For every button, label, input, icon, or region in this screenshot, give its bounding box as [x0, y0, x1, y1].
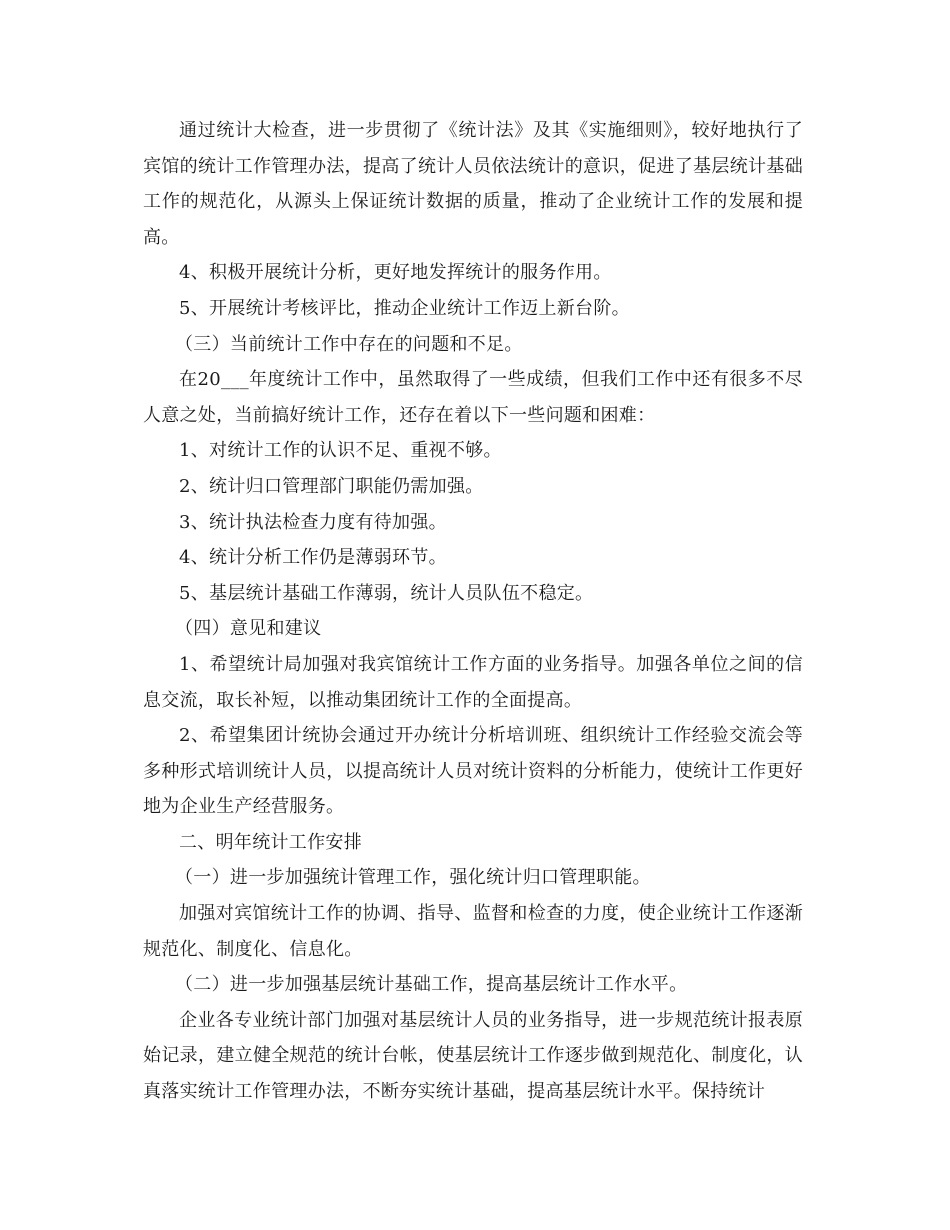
paragraph-problem-3: 3、统计执法检查力度有待加强。: [179, 511, 447, 533]
paragraph-plan-1-detail: 加强对宾馆统计工作的协调、指导、监督和检查的力度，使企业统计工作逐渐规范化、制度化、信息化。: [143, 903, 803, 960]
paragraph-problems-intro: 在20___年度统计工作中，虽然取得了一些成绩，但我们工作中还有很多不尽人意之处，当前搞好统计工作，还存在着以下一些问题和困难：: [143, 369, 803, 426]
paragraph-item-5-evaluation: 5、开展统计考核评比，推动企业统计工作迈上新台阶。: [179, 297, 630, 319]
paragraph-problem-2: 2、统计归口管理部门职能仍需加强。: [179, 475, 484, 497]
section-heading-next-year-plan: 二、明年统计工作安排: [179, 831, 362, 853]
section-heading-problems: （三）当前统计工作中存在的问题和不足。: [175, 333, 523, 355]
paragraph-suggestion-2: 2、希望集团计统协会通过开办统计分析培训班、组织统计工作经验交流会等多种形式培训统计人员，以提高统计人员对统计资料的分析能力，使统计工作更好地为企业生产经营服务。: [143, 725, 803, 818]
subsection-heading-plan-2: （二）进一步加强基层统计基础工作，提高基层统计工作水平。: [175, 974, 688, 996]
paragraph-inspection-results: 通过统计大检查，进一步贯彻了《统计法》及其《实施细则》，较好地执行了宾馆的统计工作管理办法，提高了统计人员依法统计的意识，促进了基层统计基础工作的规范化，从源头上保证统计数据的质量，推动了企业统计工作的发展和提高。: [143, 120, 803, 248]
paragraph-problem-5: 5、基层统计基础工作薄弱，统计人员队伍不稳定。: [179, 582, 594, 604]
paragraph-plan-2-detail: 企业各专业统计部门加强对基层统计人员的业务指导，进一步规范统计报表原始记录，建立健全规范的统计台帐，使基层统计工作逐步做到规范化、制度化，认真落实统计工作管理办法，不断夯实统计基础，提高基层统计水平。保持统计: [143, 1009, 803, 1103]
paragraph-problem-1: 1、对统计工作的认识不足、重视不够。: [179, 440, 502, 462]
subsection-heading-plan-1: （一）进一步加强统计管理工作，强化统计归口管理职能。: [175, 867, 651, 889]
section-heading-suggestions: （四）意见和建议: [175, 618, 322, 640]
document-body: [143, 113, 803, 1110]
paragraph-suggestion-1: 1、希望统计局加强对我宾馆统计工作方面的业务指导。加强各单位之间的信息交流，取长补短，以推动集团统计工作的全面提高。: [143, 653, 803, 711]
paragraph-problem-4: 4、统计分析工作仍是薄弱环节。: [179, 547, 447, 569]
paragraph-item-4-analysis: 4、积极开展统计分析，更好地发挥统计的服务作用。: [179, 262, 612, 284]
